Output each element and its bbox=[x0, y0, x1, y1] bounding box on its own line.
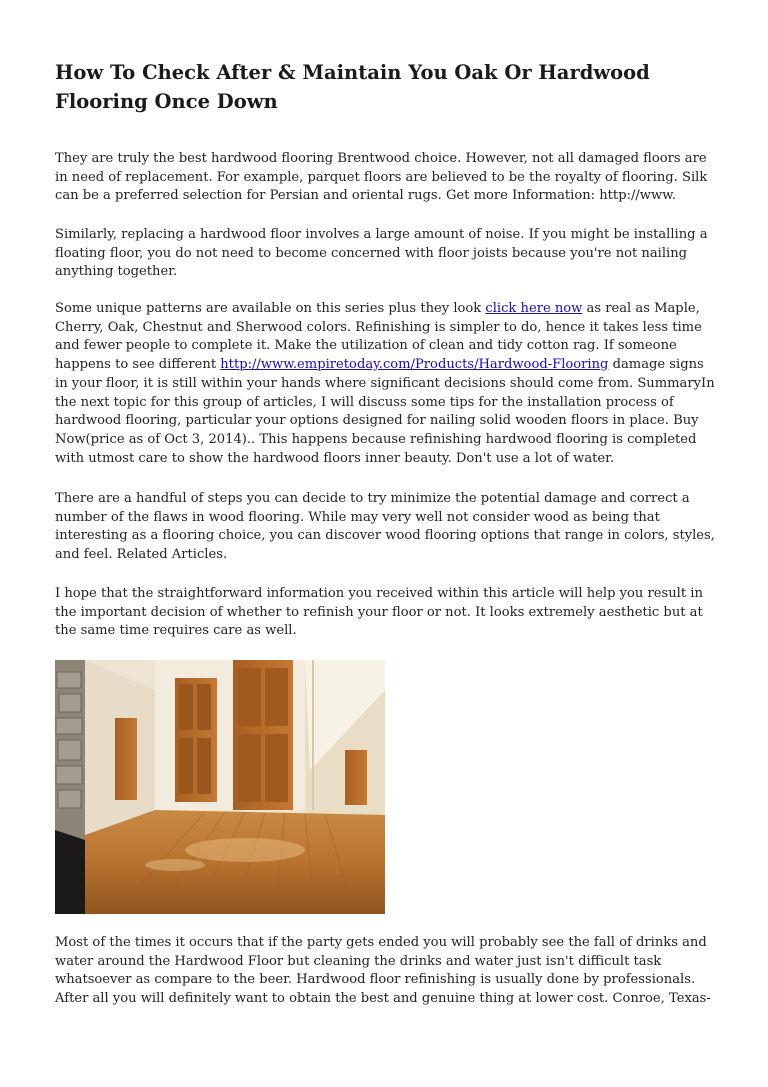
paragraph-5: I hope that the straightforward information you received within this article will help you result in the important decision of whether to refinish your floor or not. It looks extremely aesthetic but at the same time requires care as well. bbox=[55, 586, 703, 639]
paragraph-1: They are truly the best hardwood flooring Brentwood choice. However, not all damaged floors are in need of replacement. For example, parquet floors are believed to be the royalty of flooring. Silk can be a preferred selection for Persian and oriental rugs. Get more Information: http://www. bbox=[55, 151, 708, 204]
paragraph-2: Similarly, replacing a hardwood floor involves a large amount of noise. If you might be installing a floating floor, you do not need to become concerned with floor joists because you're not nailing anything together. bbox=[55, 227, 708, 280]
paragraph-3-text-c: damage signs in your floor, it is still within your hands where significant decisions should come from. SummaryIn the next topic for this group of articles, I will discuss some tips for the installation process of hardwood flooring, particular your options designed for nailing solid wooden floors in place. Buy Now(price as of Oct 3, 2014).. This happens because refinishing hardwood flooring is completed with utmost care to show the hardwood floors inner beauty. Don't use a lot of water. bbox=[55, 357, 715, 466]
article-title: How To Check After & Maintain You Oak Or Hardwood Flooring Once Down bbox=[55, 61, 650, 113]
paragraph-3 bbox=[55, 300, 715, 468]
click-here-now-link[interactable]: click here now bbox=[485, 301, 583, 316]
paragraph-4: There are a handful of steps you can decide to try minimize the potential damage and correct a number of the flaws in wood flooring. While may very well not consider wood as being that interesting as a flooring choice, you can discover wood flooring options that range in colors, styles, and feel. Related Articles. bbox=[55, 491, 715, 563]
empiretoday-link[interactable]: http://www.empiretoday.com/Products/Hardwood-Flooring bbox=[220, 357, 609, 373]
paragraph-6: Most of the times it occurs that if the party gets ended you will probably see the fall of drinks and water around the Hardwood Floor but cleaning the drinks and water just isn't difficult task whatsoever as compare to the beer. Hardwood floor refinishing is usually done by professionals. After all you will definitely want to obtain the best and genuine thing at lower cost. Conroe, Texas- bbox=[55, 935, 711, 1007]
hardwood-floor-photo bbox=[55, 660, 385, 914]
paragraph-3-text-b: as real as Maple, Cherry, Oak, Chestnut and Sherwood colors. Refinishing is simpler to do, hence it takes less time and fewer people to complete it. Make the utilization of clean and tidy cotton rag. If someone happens to see different bbox=[55, 301, 702, 373]
paragraph-3-text-a: Some unique patterns are available on this series plus they look bbox=[55, 301, 486, 316]
